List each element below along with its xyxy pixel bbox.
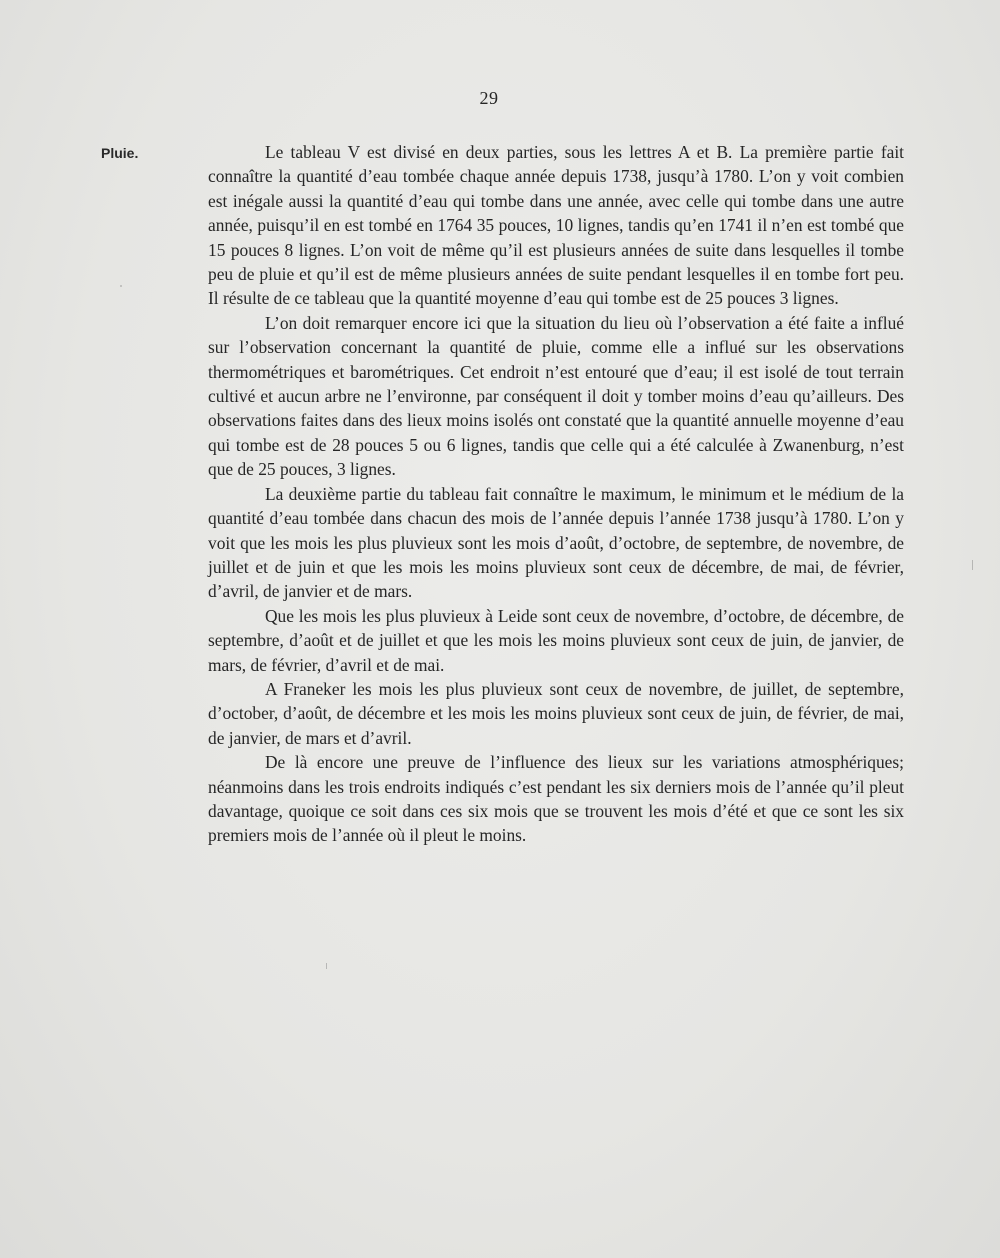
paragraph: De là encore une preuve de l’influence des lieux sur les variations atmosphériques; néanmoins dans les trois endroits indiqués c’est pendant les six derniers mois de l’année qu’il pleut davantage, quoique ce soit dans ces six mois que se trouvent les mois d’été et que ce sont les six premiers mois de l’année où il pleut le moins. [208, 752, 904, 846]
paragraph: Le tableau V est divisé en deux parties, sous les lettres A et B. La première partie fait connaître la quantité d’eau tombée chaque année depuis 1738, jusqu’à 1780. L’on y voit combien est inégale aussi la quantité d’eau qui tombe dans une année, avec celle qui tombe dans une autre année, puisqu’il en est tombé en 1764 35 pouces, 10 lignes, tandis qu’en 1741 il n’en est tombé que 15 pouces 8 lignes. L’on voit de même qu’il est plusieurs années de suite dans lesquelles il tombe peu de pluie et qu’il est de même plusieurs années de suite pendant lesquelles il en tombe fort peu. Il résulte de ce tableau que la quantité moyenne d’eau qui tombe est de 25 pouces 3 lignes. [208, 142, 904, 309]
paragraph: Que les mois les plus pluvieux à Leide sont ceux de novembre, d’octobre, de décembre, de septembre, d’août et de juillet et que les mois les moins pluvieux sont ceux de juin, de janvier, de mars, de février, d’avril et de mai. [208, 605, 904, 675]
page-number: 29 [479, 88, 499, 108]
body-text [208, 140, 904, 848]
paragraph: A Franeker les mois les plus pluvieux sont ceux de novembre, de juillet, de septembre, d’october, d’août, de décembre et les mois les moins pluvieux sont ceux de juin, de février, de mai, de janvier, de mars et d’avril. [208, 678, 904, 748]
margin-note: Pluie. [101, 145, 139, 161]
paper-speck [972, 560, 973, 570]
paragraph: L’on doit remarquer encore ici que la situation du lieu où l’observation a été faite a influé sur l’observation concernant la quantité de pluie, comme elle a influé sur les observations thermométriques et barométriques. Cet endroit n’est entouré que d’eau; il est isolé de tout terrain cultivé et aucun arbre ne l’environne, par conséquent il doit y tomber moins d’eau qu’ailleurs. Des observations faites dans des lieux moins isolés ont constaté que la quantité annuelle moyenne d’eau qui tombe est de 28 pouces 5 ou 6 lignes, tandis que celle qui a été calculée à Zwanenburg, n’est que de 25 pouces, 3 lignes. [208, 312, 904, 480]
paragraph: La deuxième partie du tableau fait connaître le maximum, le minimum et le médium de la quantité d’eau tombée dans chacun des mois de l’année depuis l’année 1738 jusqu’à 1780. L’on y voit que les mois les plus pluvieux sont les mois d’août, d’octobre, de septembre, de novembre, de juillet et de juin et que les mois les moins pluvieux sont ceux de décembre, de mai, de février, d’avril, de janvier et de mars. [208, 483, 904, 602]
paper-speck [120, 285, 122, 287]
paper-speck [326, 963, 327, 969]
